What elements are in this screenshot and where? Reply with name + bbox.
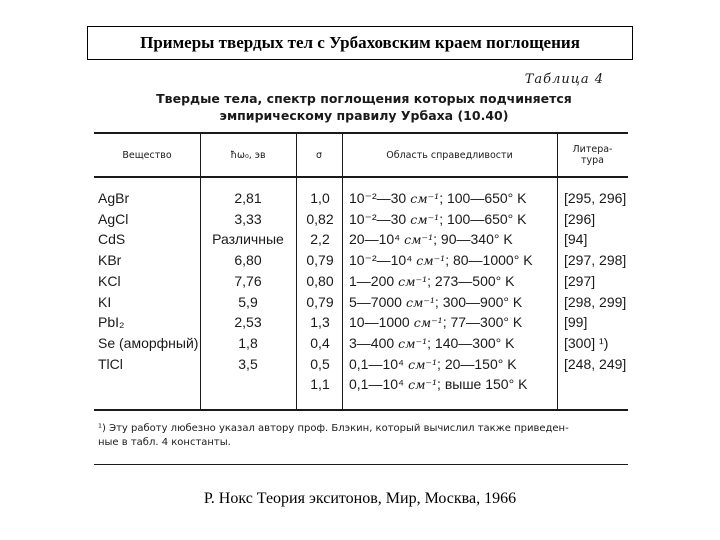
cell-sigma: 0,79 (306, 252, 334, 269)
cell-sigma: 2,2 (310, 231, 330, 248)
region-range: 0,1—10⁴ (349, 376, 405, 393)
region-unit: см⁻¹ (413, 315, 443, 331)
cell-sigma: 0,82 (306, 210, 334, 227)
region-unit: см⁻¹ (410, 211, 440, 227)
cell-energy: 2,53 (234, 314, 262, 331)
cell-sigma: 0,5 (310, 355, 330, 372)
region-temperature: ; 100—650° K (439, 210, 527, 227)
cell-region (349, 250, 533, 272)
cell-energy: 5,9 (238, 293, 258, 310)
cell-region (349, 354, 517, 376)
region-range: 5—7000 (349, 293, 402, 310)
table-number: Таблица 4 (524, 72, 604, 87)
cell-substance: AgBr (98, 190, 130, 206)
cell-region (349, 229, 513, 251)
header-literature-line-2: тура (580, 155, 604, 166)
cell-substance: Se (аморфный) (98, 334, 199, 351)
region-unit: см⁻¹ (408, 377, 438, 393)
header-substance: Вещество (122, 150, 172, 161)
region-temperature: ; 300—900° K (434, 293, 523, 310)
cell-substance: TlCl (98, 355, 123, 372)
scanned-table-page (94, 66, 634, 472)
cell-substance: AgCl (98, 210, 129, 227)
table-caption-line-2: эмпирическому правилу Урбаха (10.40) (219, 108, 509, 123)
region-temperature: ; 273—500° K (427, 272, 515, 289)
cell-energy: Различные (212, 231, 284, 248)
cell-region (349, 188, 527, 210)
region-range: 10⁻²—30 (349, 210, 407, 227)
region-temperature: ; 90—340° K (433, 231, 513, 248)
cell-region (349, 312, 522, 334)
cell-reference: [300] ¹) (564, 334, 609, 351)
region-range: 10⁻²—10⁴ (349, 252, 413, 269)
region-temperature: ; 77—300° K (442, 314, 523, 331)
region-unit: см⁻¹ (405, 294, 435, 310)
region-temperature: ; 20—150° K (437, 355, 517, 372)
column-divider (557, 133, 558, 409)
cell-region (349, 209, 527, 231)
cell-sigma: 0,79 (306, 293, 334, 310)
footnote-line-2: ные в табл. 4 константы. (98, 437, 231, 448)
cell-sigma: 1,0 (310, 190, 330, 206)
cell-region (349, 271, 514, 293)
region-temperature: ; 140—300° K (427, 334, 515, 351)
cell-reference: [99] (564, 314, 588, 331)
page-bottom-rule (94, 464, 628, 465)
cell-sigma: 0,80 (306, 272, 334, 289)
cell-substance: KBr (98, 252, 122, 269)
source-citation: Р. Нокс Теория экситонов, Мир, Москва, 1966 (203, 490, 517, 507)
cell-substance: PbI₂ (98, 314, 125, 331)
region-unit: см⁻¹ (410, 191, 440, 206)
table-bottom-rule (94, 409, 628, 411)
header-bottom-rule (94, 176, 628, 178)
cell-sigma: 0,4 (310, 334, 330, 351)
region-unit: см⁻¹ (416, 253, 446, 269)
region-range: 20—10⁴ (349, 231, 401, 248)
cell-reference: [295, 296] (564, 190, 627, 206)
region-range: 10⁻²—30 (349, 190, 407, 206)
region-range: 3—400 (349, 334, 395, 351)
table-caption (144, 90, 584, 124)
region-unit: см⁻¹ (398, 273, 428, 289)
slide-title: Примеры твердых тел с Урбаховским краем поглощения (87, 26, 633, 60)
header-literature-line-1: Литера- (572, 144, 613, 155)
region-unit: см⁻¹ (404, 232, 434, 248)
cell-reference: [94] (564, 231, 588, 248)
table-top-rule (94, 132, 628, 134)
cell-energy: 3,5 (238, 355, 258, 372)
cell-reference: [297] (564, 272, 596, 289)
cell-sigma: 1,3 (310, 314, 330, 331)
header-literature (557, 144, 628, 166)
cell-region (349, 374, 527, 396)
region-unit: см⁻¹ (398, 335, 428, 351)
region-range: 10—1000 (349, 314, 410, 331)
cell-reference: [298, 299] (564, 293, 627, 310)
header-energy: ħω₀, эв (230, 150, 266, 161)
region-range: 0,1—10⁴ (349, 355, 405, 372)
header-region: Область справедливости (386, 150, 513, 161)
cell-substance: CdS (98, 231, 126, 248)
region-temperature: ; 100—650° K (439, 190, 527, 206)
region-temperature: ; 80—1000° K (445, 252, 533, 269)
cell-reference: [296] (564, 210, 596, 227)
column-divider (296, 133, 297, 409)
column-divider (342, 133, 343, 409)
table-caption-line-1: Твердые тела, спектр поглощения которых подчиняется (156, 91, 572, 106)
cell-energy: 1,8 (238, 334, 258, 351)
cell-reference: [248, 249] (564, 355, 627, 372)
cell-substance: KCl (98, 272, 121, 289)
cell-region (349, 292, 522, 314)
cell-reference: [297, 298] (564, 252, 627, 269)
cell-sigma: 1,1 (310, 376, 330, 393)
region-temperature: ; выше 150° K (437, 376, 528, 393)
cell-energy: 6,80 (234, 252, 262, 269)
cell-energy: 2,81 (234, 190, 262, 206)
header-sigma: σ (315, 150, 323, 161)
cell-energy: 3,33 (234, 210, 262, 227)
region-unit: см⁻¹ (408, 356, 438, 372)
footnote (98, 422, 628, 450)
cell-substance: KI (98, 293, 112, 310)
region-range: 1—200 (349, 272, 395, 289)
column-divider (200, 133, 201, 409)
cell-region (349, 333, 514, 355)
cell-energy: 7,76 (234, 272, 262, 289)
footnote-line-1: ¹) Эту работу любезно указал автору проф. Блэкин, который вычислил также приведен- (98, 423, 569, 434)
